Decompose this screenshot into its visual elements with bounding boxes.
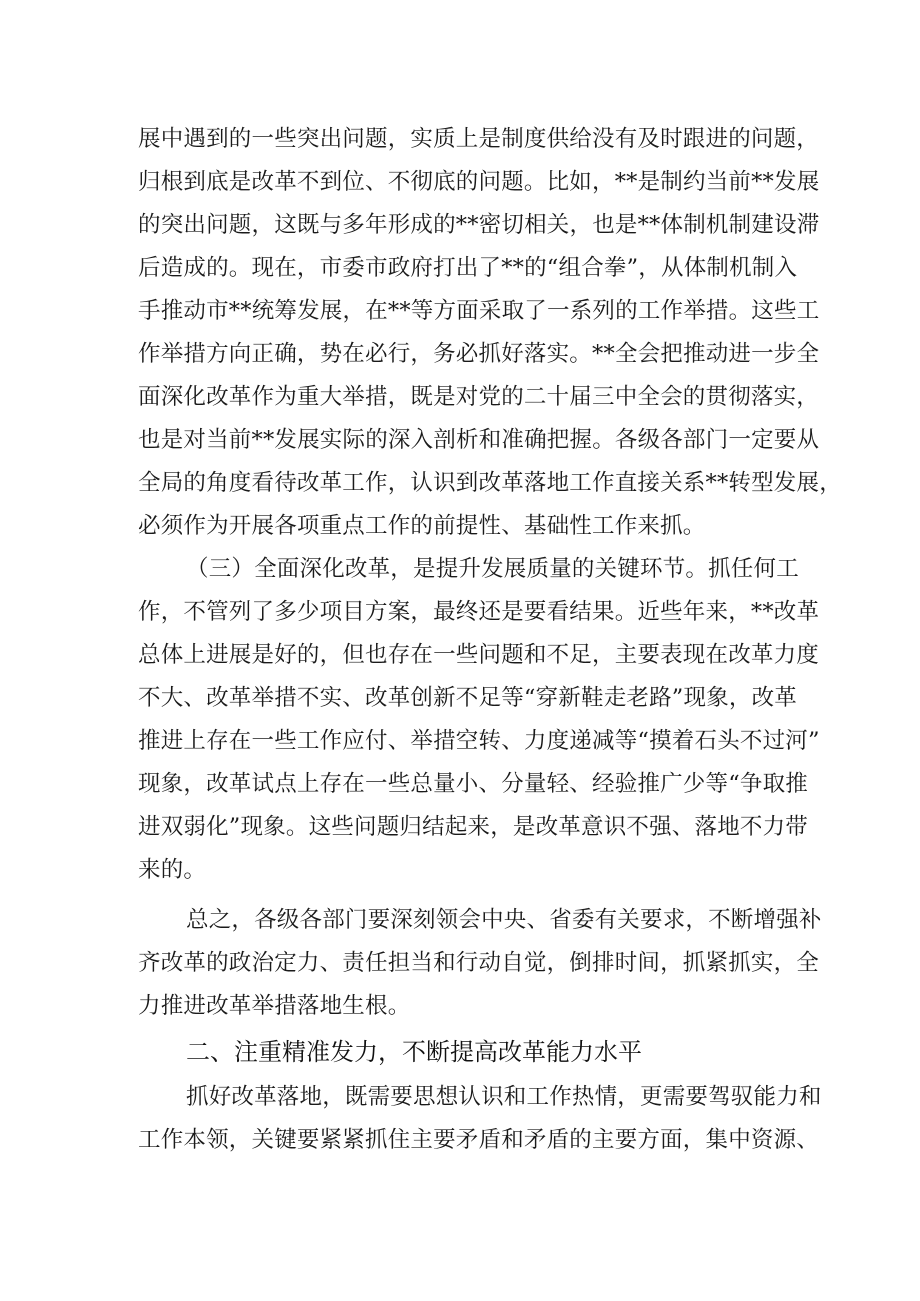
paragraph-line: 全局的角度看待改革工作，认识到改革落地工作直接关系**转型发展， xyxy=(138,470,842,496)
paragraph-line: 抓好改革落地，既需要思想认识和工作热情，更需要驾驭能力和 xyxy=(186,1084,822,1110)
paragraph-line: （三）全面深化改革，是提升发展质量的关键环节。抓任何工 xyxy=(186,556,799,582)
paragraph-line: 进双弱化”现象。这些问题归结起来，是改革意识不强、落地不力带 xyxy=(138,814,809,840)
paragraph-line: 总体上进展是好的，但也存在一些问题和不足，主要表现在改革力度 xyxy=(138,642,820,668)
paragraph-line: 展中遇到的一些突出问题，实质上是制度供给没有及时跟进的问题， xyxy=(138,126,820,152)
paragraph-line: 推进上存在一些工作应付、举措空转、力度递减等“摸着石头不过河” xyxy=(138,728,820,754)
paragraph-line: 来的。 xyxy=(138,857,207,883)
paragraph-line: 面深化改革作为重大举措，既是对党的二十届三中全会的贯彻落实， xyxy=(138,384,820,410)
paragraph-line: 齐改革的政治定力、责任担当和行动自觉，倒排时间，抓紧抓实，全 xyxy=(138,950,820,976)
paragraph-line: 总之，各级各部门要深刻领会中央、省委有关要求，不断增强补 xyxy=(186,907,822,933)
section-heading: 二、注重精准发力，不断提高改革能力水平 xyxy=(186,1038,642,1066)
paragraph-line: 工作本领，关键要紧紧抓住主要矛盾和矛盾的主要方面，集中资源、 xyxy=(138,1127,820,1153)
paragraph-line: 的突出问题，这既与多年形成的**密切相关，也是**体制机制建设滞 xyxy=(138,212,820,238)
paragraph-line: 后造成的。现在，市委市政府打出了**的“组合拳”，从体制机制入 xyxy=(138,255,798,281)
paragraph-line: 现象，改革试点上存在一些总量小、分量轻、经验推广少等“争取推 xyxy=(138,771,809,797)
paragraph-line: 归根到底是改革不到位、不彻底的问题。比如，**是制约当前**发展 xyxy=(138,169,820,195)
paragraph-line: 也是对当前**发展实际的深入剖析和准确把握。各级各部门一定要从 xyxy=(138,427,820,453)
paragraph-line: 作，不管列了多少项目方案，最终还是要看结果。近些年来，**改革 xyxy=(138,599,820,625)
paragraph-line: 力推进改革举措落地生根。 xyxy=(138,993,411,1019)
paragraph-line: 不大、改革举措不实、改革创新不足等“穿新鞋走老路”现象，改革 xyxy=(138,685,798,711)
paragraph-line: 必须作为开展各项重点工作的前提性、基础性工作来抓。 xyxy=(138,513,706,539)
paragraph-line: 作举措方向正确，势在必行，务必抓好落实。**全会把推动进一步全 xyxy=(138,341,820,367)
paragraph-line: 手推动市**统筹发展，在**等方面采取了一系列的工作举措。这些工 xyxy=(138,298,820,324)
